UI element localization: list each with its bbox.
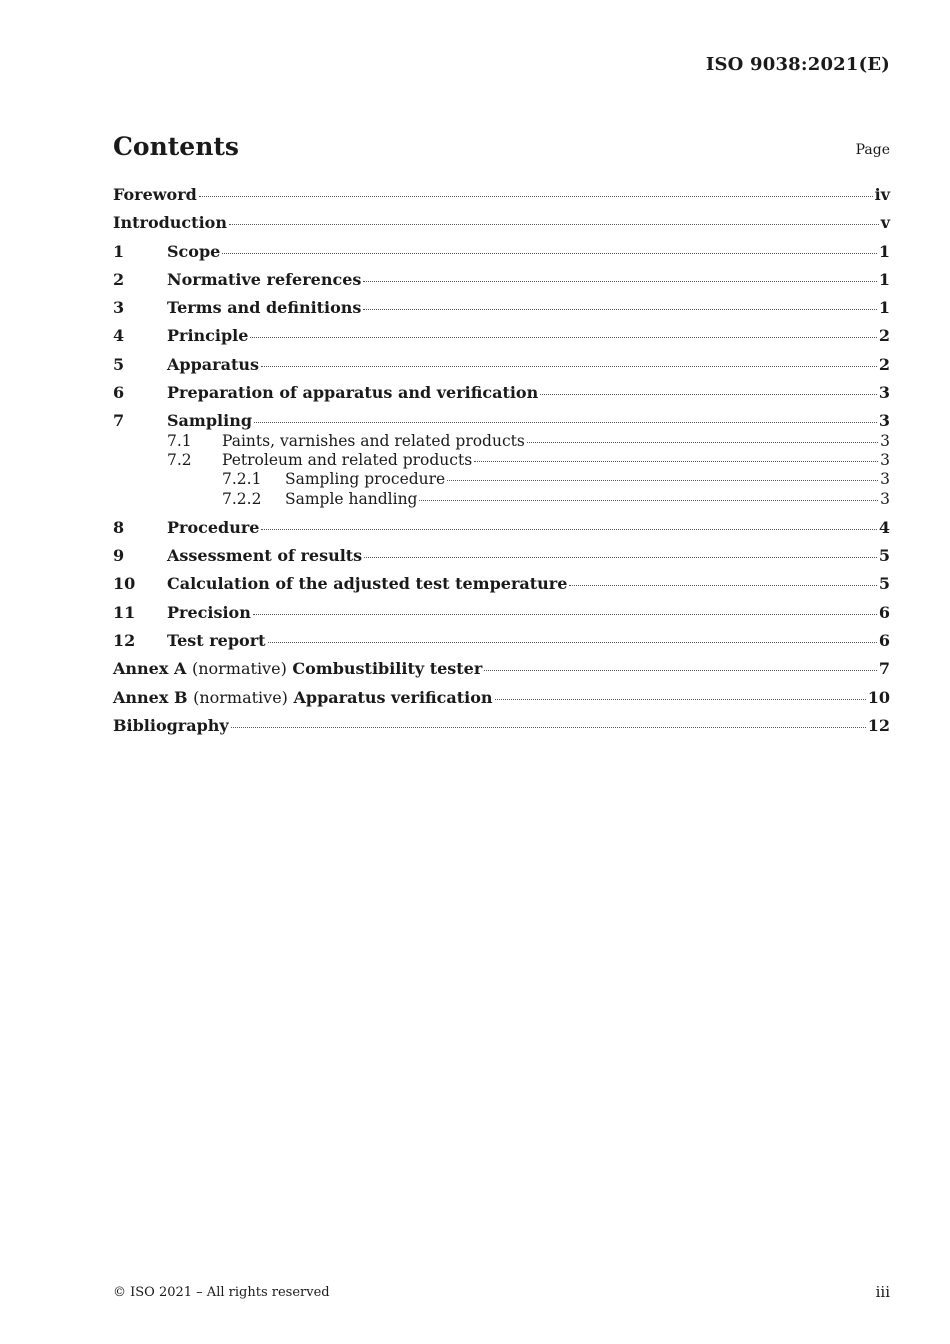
toc-entry-number: 8 <box>113 517 125 537</box>
toc-entry[interactable] <box>113 659 890 687</box>
toc-entry[interactable] <box>113 574 890 602</box>
toc-entry[interactable] <box>113 716 890 744</box>
toc-entry-page: 3 <box>878 411 890 431</box>
toc-entry[interactable] <box>113 298 890 326</box>
leader-dots <box>363 309 876 310</box>
toc-entry-number: 6 <box>113 383 125 403</box>
toc-entry-page: 5 <box>878 574 890 594</box>
toc-entry-title: Apparatus <box>167 354 259 374</box>
toc-entry[interactable] <box>113 242 890 270</box>
toc-entry-title: Principle <box>167 326 249 346</box>
toc-entry-page: 5 <box>878 546 890 566</box>
toc-entry-number: 1 <box>113 241 125 261</box>
leader-dots <box>527 442 878 443</box>
leader-dots <box>199 196 873 197</box>
toc-entry[interactable] <box>113 355 890 383</box>
toc-entry[interactable] <box>113 546 890 574</box>
toc-entry-title: Introduction <box>113 213 227 233</box>
toc-entry[interactable] <box>113 326 890 354</box>
toc-entry[interactable] <box>113 631 890 659</box>
toc-entry-number: 7.2.1 <box>222 470 262 489</box>
leader-dots <box>569 585 876 586</box>
annex-label: Annex B <box>113 687 188 707</box>
toc-entry-page: 3 <box>880 470 890 489</box>
toc-entry-page: 1 <box>878 241 890 261</box>
toc-entry-page: 2 <box>878 326 890 346</box>
toc-entry-title <box>113 688 493 707</box>
toc-entry[interactable] <box>113 518 890 546</box>
toc-entry-page: v <box>880 213 890 233</box>
annex-title: Apparatus verification <box>293 687 493 707</box>
leader-dots <box>540 394 877 395</box>
annex-qualifier: (normative) <box>191 659 287 679</box>
toc-entry-number: 7.1 <box>167 431 192 450</box>
leader-dots <box>419 500 878 501</box>
leader-dots <box>261 366 877 367</box>
toc-entry-title: Sample handling <box>285 489 418 508</box>
table-of-contents <box>113 185 890 744</box>
toc-entry-page: 1 <box>878 298 890 318</box>
toc-entry-title: Procedure <box>167 517 260 537</box>
leader-dots <box>363 281 876 282</box>
page-column-label: Page <box>855 142 890 158</box>
toc-entry[interactable] <box>113 688 890 716</box>
leader-dots <box>495 699 866 700</box>
toc-entry[interactable] <box>113 383 890 411</box>
toc-entry-page: iv <box>874 185 890 204</box>
toc-entry-title: Paints, varnishes and related products <box>222 431 525 450</box>
annex-title: Combustibility tester <box>292 659 483 679</box>
leader-dots <box>231 727 866 728</box>
toc-entry-number: 2 <box>113 269 125 289</box>
toc-entry-title: Scope <box>167 241 221 261</box>
annex-label: Annex A <box>113 659 187 679</box>
page-number: iii <box>875 1283 890 1301</box>
toc-entry-page: 3 <box>878 383 890 403</box>
toc-entry-number: 7.2.2 <box>222 489 262 508</box>
copyright-notice: © ISO 2021 – All rights reserved <box>113 1285 330 1300</box>
toc-entry-page: 3 <box>880 450 890 469</box>
toc-entry-page: 3 <box>880 489 890 508</box>
toc-entry-page: 3 <box>880 431 890 450</box>
toc-entry-page: 1 <box>878 269 890 289</box>
leader-dots <box>261 529 876 530</box>
toc-entry-page: 10 <box>867 687 890 707</box>
toc-entry-number: 10 <box>113 574 136 594</box>
leader-dots <box>474 461 878 462</box>
leader-dots <box>229 224 879 225</box>
toc-entry-number: 12 <box>113 631 136 651</box>
toc-entry-title: Precision <box>167 602 251 622</box>
contents-title: Contents <box>113 132 240 161</box>
toc-entry-number: 4 <box>113 326 125 346</box>
toc-entry-number: 9 <box>113 546 125 566</box>
toc-entry-title: Sampling procedure <box>285 470 446 489</box>
toc-entry-number: 7 <box>113 411 125 431</box>
toc-entry-number: 7.2 <box>167 450 192 469</box>
toc-entry-page: 4 <box>878 517 890 537</box>
leader-dots <box>364 557 877 558</box>
leader-dots <box>250 337 876 338</box>
toc-entry-title <box>113 659 482 678</box>
leader-dots <box>253 614 877 615</box>
toc-entry[interactable] <box>113 270 890 298</box>
toc-entry-title: Normative references <box>167 269 362 289</box>
toc-entry[interactable] <box>113 213 890 241</box>
toc-entry[interactable] <box>113 490 890 509</box>
annex-qualifier: (normative) <box>193 687 288 707</box>
toc-entry-number: 3 <box>113 298 125 318</box>
toc-entry-title: Assessment of results <box>167 546 363 566</box>
toc-entry-title: Preparation of apparatus and verification <box>167 383 539 403</box>
toc-entry-page: 7 <box>878 659 890 679</box>
toc-entry-number: 11 <box>113 602 136 622</box>
toc-entry-title: Bibliography <box>113 715 229 735</box>
leader-dots <box>254 422 877 423</box>
document-id: ISO 9038:2021(E) <box>705 54 890 75</box>
toc-entry-title: Test report <box>167 631 266 651</box>
toc-entry-title: Petroleum and related products <box>222 450 473 469</box>
toc-entry-title: Sampling <box>167 411 253 431</box>
toc-entry[interactable] <box>113 470 890 489</box>
toc-entry-title: Calculation of the adjusted test temperature <box>167 574 568 594</box>
toc-entry-page: 6 <box>878 631 890 651</box>
toc-entry-page: 2 <box>878 354 890 374</box>
toc-entry[interactable] <box>113 432 890 451</box>
toc-entry[interactable] <box>113 603 890 631</box>
toc-entry[interactable] <box>113 185 890 213</box>
leader-dots <box>222 253 877 254</box>
leader-dots <box>447 480 878 481</box>
leader-dots <box>484 670 877 671</box>
toc-entry[interactable] <box>113 451 890 470</box>
leader-dots <box>268 642 877 643</box>
toc-entry-page: 12 <box>867 715 890 735</box>
toc-entry-title: Terms and definitions <box>167 298 362 318</box>
toc-entry-number: 5 <box>113 354 125 374</box>
toc-entry-page: 6 <box>878 602 890 622</box>
toc-entry-title: Foreword <box>113 185 197 204</box>
